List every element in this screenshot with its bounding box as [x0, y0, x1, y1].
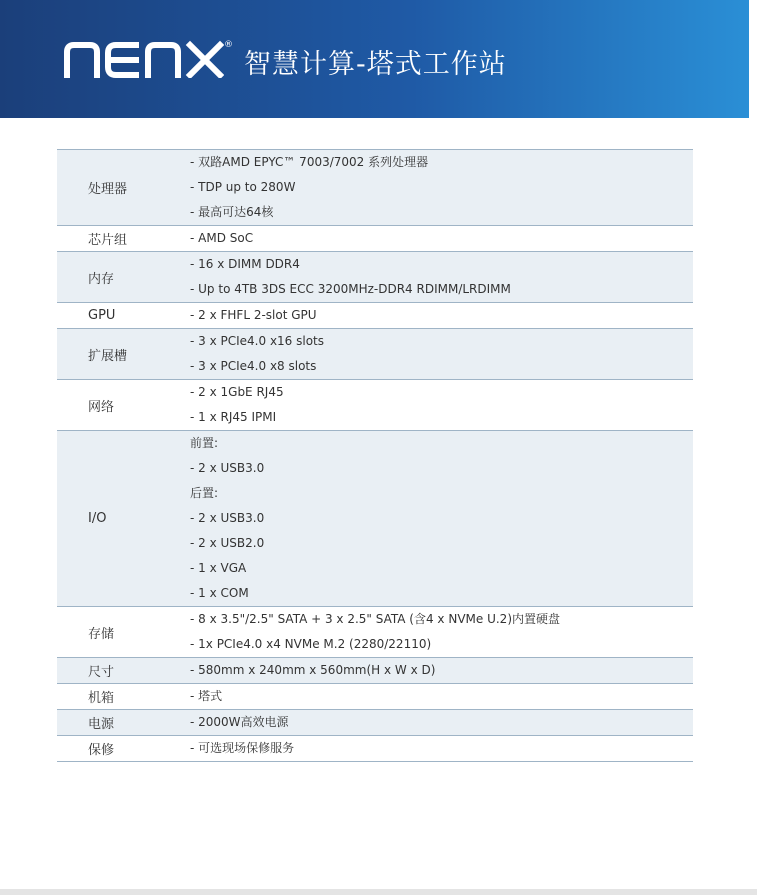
spec-row [57, 658, 693, 684]
spec-label: 处理器 [88, 182, 128, 197]
spec-label: I/O [88, 511, 107, 526]
spec-values [190, 710, 693, 736]
spec-row [57, 607, 693, 658]
page-margin [749, 0, 757, 895]
spec-value-line: - 2 x USB3.0 [190, 461, 265, 475]
spec-label: 机箱 [88, 691, 115, 706]
spec-value-line: - TDP up to 280W [190, 180, 296, 194]
spec-value-line: - 塔式 [190, 689, 223, 703]
spec-label: 内存 [88, 271, 115, 287]
bottom-divider [0, 889, 757, 895]
spec-value-line: - 2 x USB2.0 [190, 536, 265, 550]
spec-value-line: - AMD SoC [190, 231, 254, 245]
spec-value-line: - 580mm x 240mm x 560mm(H x W x D) [190, 663, 436, 677]
spec-values [190, 380, 693, 431]
spec-values [190, 607, 693, 658]
spec-value-line: - Up to 4TB 3DS ECC 3200MHz-DDR4 RDIMM/LRDIMM [190, 282, 511, 296]
spec-row [57, 710, 693, 736]
spec-value-line: - 2000W高效电源 [190, 715, 289, 729]
spec-values [190, 431, 693, 607]
spec-label: 存储 [88, 626, 115, 642]
spec-values [190, 150, 693, 226]
spec-label: GPU [88, 308, 116, 323]
registered-mark: ® [224, 40, 233, 50]
spec-row [57, 303, 693, 329]
spec-values [190, 252, 693, 303]
spec-value-line: - 8 x 3.5"/2.5" SATA + 3 x 2.5" SATA (含4 x NVMe U.2)内置硬盘 [190, 612, 561, 626]
spec-value-line: - 1 x COM [190, 586, 249, 600]
spec-value-line: - 2 x 1GbE RJ45 [190, 385, 284, 399]
spec-value-line: - 1 x RJ45 IPMI [190, 410, 277, 424]
nenx-logo [64, 40, 224, 78]
page-header [0, 0, 749, 118]
spec-table-body [57, 150, 693, 762]
spec-value-line: - 1 x VGA [190, 561, 247, 575]
spec-value-line: - 16 x DIMM DDR4 [190, 257, 300, 271]
spec-row [57, 226, 693, 252]
spec-row [57, 252, 693, 303]
spec-value-line: - 可选现场保修服务 [190, 741, 295, 755]
spec-row [57, 431, 693, 607]
spec-values [190, 658, 693, 684]
spec-value-line: 后置: [190, 486, 219, 500]
spec-value-line: - 2 x USB3.0 [190, 511, 265, 525]
spec-label: 扩展槽 [88, 348, 128, 364]
spec-label: 电源 [88, 717, 115, 732]
spec-value-line: - 3 x PCIe4.0 x16 slots [190, 334, 325, 348]
spec-values [190, 303, 693, 329]
spec-row [57, 380, 693, 431]
spec-label: 尺寸 [88, 665, 115, 680]
spec-values [190, 329, 693, 380]
spec-value-line: 前置: [190, 436, 219, 450]
spec-values [190, 684, 693, 710]
spec-row [57, 150, 693, 226]
spec-table [57, 149, 693, 762]
spec-value-line: - 最高可达64核 [190, 205, 274, 219]
spec-label: 保修 [88, 743, 115, 758]
page-title: 智慧计算-塔式工作站 [244, 49, 507, 80]
spec-row [57, 329, 693, 380]
spec-label: 芯片组 [88, 233, 128, 248]
spec-row [57, 684, 693, 710]
spec-value-line: - 3 x PCIe4.0 x8 slots [190, 359, 317, 373]
spec-values [190, 736, 693, 762]
spec-value-line: - 1x PCIe4.0 x4 NVMe M.2 (2280/22110) [190, 637, 432, 651]
spec-value-line: - 双路AMD EPYC™ 7003/7002 系列处理器 [190, 155, 429, 169]
spec-label: 网络 [88, 399, 115, 415]
spec-row [57, 736, 693, 762]
spec-values [190, 226, 693, 252]
spec-value-line: - 2 x FHFL 2-slot GPU [190, 308, 317, 322]
